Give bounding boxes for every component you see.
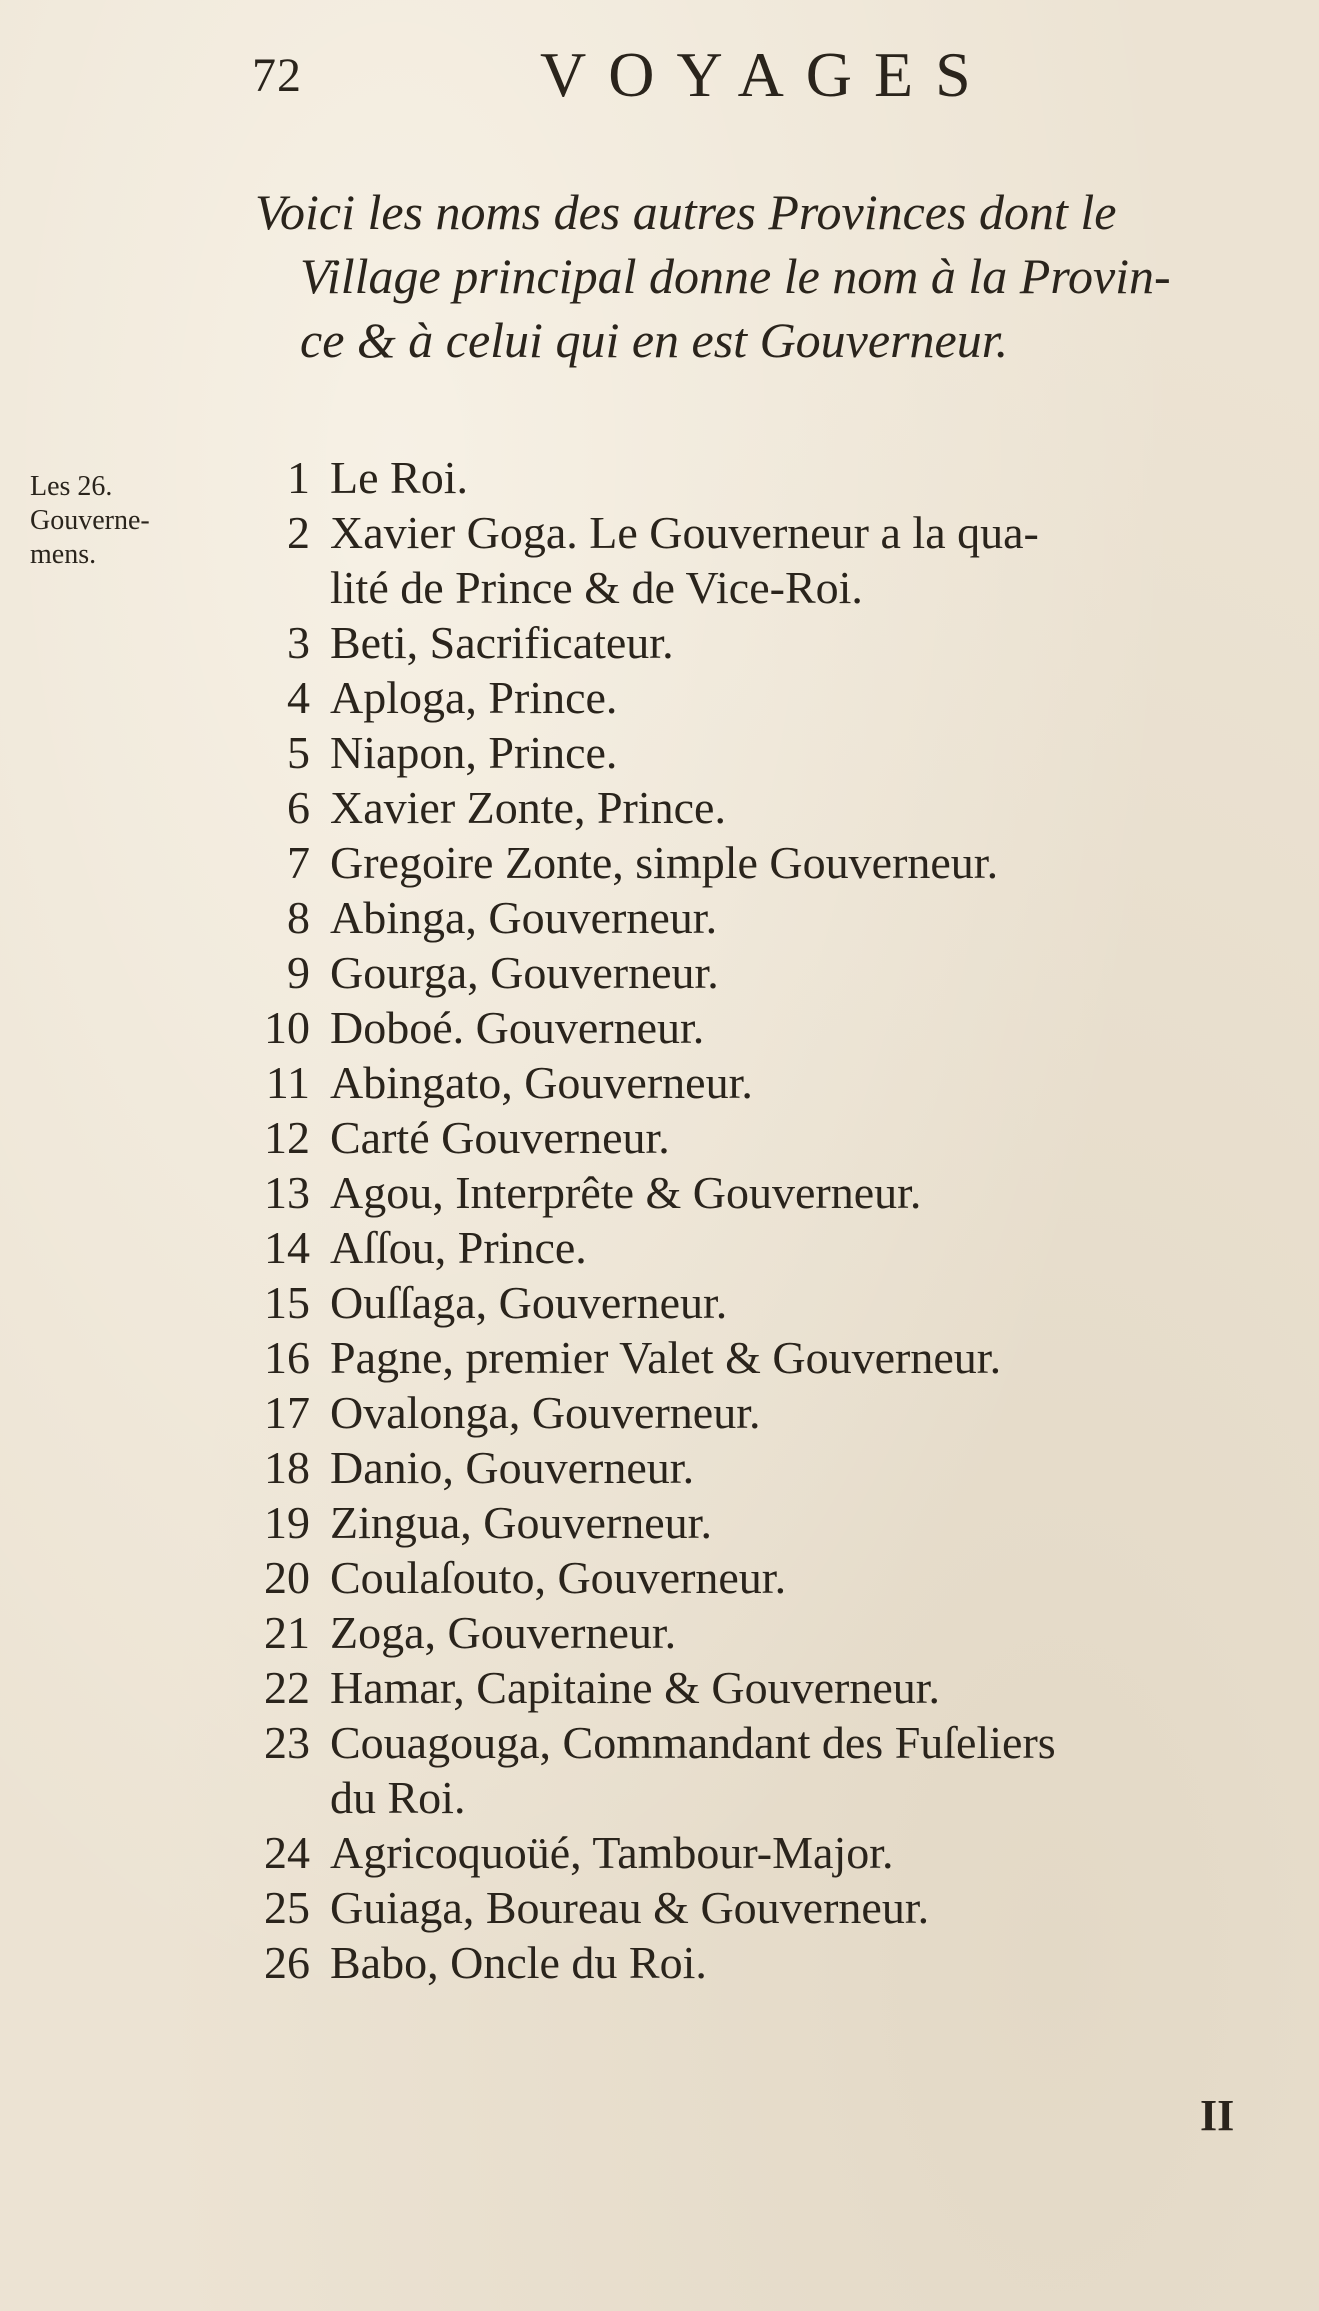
- entry-text: Doboé. Gouverneur.: [330, 1002, 705, 1053]
- entry-number: 13: [264, 1167, 310, 1218]
- entry-text: Xavier Goga. Le Gouverneur a la qua-: [330, 507, 1039, 558]
- list-item: [230, 1000, 1260, 1055]
- entry-text: Abingato, Gouverneur.: [330, 1057, 753, 1108]
- margin-note: [30, 470, 180, 572]
- entry-number: 22: [264, 1662, 310, 1713]
- entry-continuation: du Roi.: [330, 1772, 466, 1823]
- list-item: [230, 780, 1260, 835]
- entry-number: 23: [264, 1717, 310, 1768]
- entry-text: Zingua, Gouverneur.: [330, 1497, 712, 1548]
- page-number: 72: [252, 49, 302, 102]
- entry-text: Guiaga, Boureau & Gouverneur.: [330, 1882, 930, 1933]
- margin-note-line-2: Gouverne-: [30, 505, 150, 536]
- margin-note-line-1: Les 26.: [30, 471, 113, 502]
- entry-text: Aploga, Prince.: [330, 672, 618, 723]
- entry-number: 11: [265, 1057, 310, 1108]
- entry-number: 14: [264, 1222, 310, 1273]
- entry-number: 1: [287, 452, 310, 503]
- entry-number: 3: [287, 617, 310, 668]
- entry-number: 20: [264, 1552, 310, 1603]
- list-item: [230, 725, 1260, 780]
- list-item: [230, 1165, 1260, 1220]
- list-item: [230, 1715, 1260, 1825]
- list-item: [230, 1055, 1260, 1110]
- list-item: [230, 890, 1260, 945]
- entry-number: 10: [264, 1002, 310, 1053]
- entry-text: Agou, Interprête & Gouverneur.: [330, 1167, 922, 1218]
- signature-mark: II: [1200, 2091, 1235, 2140]
- entry-number: 21: [264, 1607, 310, 1658]
- entry-number: 9: [287, 947, 310, 998]
- intro-line-2: Village principal donne le nom à la Provin-: [300, 248, 1171, 304]
- entry-number: 18: [264, 1442, 310, 1493]
- entry-text: Aſſou, Prince.: [330, 1222, 587, 1273]
- entry-text: Xavier Zonte, Prince.: [330, 782, 726, 833]
- entry-text: Pagne, premier Valet & Gouverneur.: [330, 1332, 1002, 1383]
- entry-number: 19: [264, 1497, 310, 1548]
- entry-number: 12: [264, 1112, 310, 1163]
- entry-number: 8: [287, 892, 310, 943]
- list-item: [230, 1330, 1260, 1385]
- list-item: [230, 615, 1260, 670]
- entry-text: Ouſſaga, Gouverneur.: [330, 1277, 728, 1328]
- list-item: [230, 450, 1260, 505]
- entry-text: Coulaſouto, Gouverneur.: [330, 1552, 787, 1603]
- entry-text: Niapon, Prince.: [330, 727, 618, 778]
- entry-number: 4: [287, 672, 310, 723]
- list-item: [230, 670, 1260, 725]
- entry-number: 6: [287, 782, 310, 833]
- margin-note-line-3: mens.: [30, 539, 97, 570]
- entry-text: Beti, Sacrificateur.: [330, 617, 674, 668]
- list-item: [230, 1275, 1260, 1330]
- list-item: [230, 1660, 1260, 1715]
- intro-line-3: ce & à celui qui en est Gouverneur.: [300, 312, 1009, 368]
- entry-text: Agricoquoüé, Tambour-Major.: [330, 1827, 894, 1878]
- entry-text: Le Roi.: [330, 452, 468, 503]
- entry-number: 16: [264, 1332, 310, 1383]
- entry-text: Zoga, Gouverneur.: [330, 1607, 677, 1658]
- list-item: [230, 835, 1260, 890]
- list-item: [230, 1605, 1260, 1660]
- entry-text: Gourga, Gouverneur.: [330, 947, 719, 998]
- entry-text: Ovalonga, Gouverneur.: [330, 1387, 761, 1438]
- list-item: [230, 1880, 1260, 1935]
- list-item: [230, 1550, 1260, 1605]
- governments-list: [230, 450, 1260, 1990]
- running-title: VOYAGES: [540, 39, 993, 110]
- entry-number: 2: [287, 507, 310, 558]
- intro-paragraph: [255, 180, 1255, 372]
- intro-line-1: Voici les noms des autres Provinces dont le: [255, 184, 1117, 240]
- entry-text: Danio, Gouverneur.: [330, 1442, 695, 1493]
- entry-text: Babo, Oncle du Roi.: [330, 1937, 707, 1988]
- entry-text: Gregoire Zonte, simple Gouverneur.: [330, 837, 999, 888]
- entry-text: Couagouga, Commandant des Fuſeliers: [330, 1717, 1056, 1768]
- entry-continuation: lité de Prince & de Vice-Roi.: [330, 562, 863, 613]
- list-item: [230, 1110, 1260, 1165]
- entry-text: Abinga, Gouverneur.: [330, 892, 718, 943]
- running-head: [0, 40, 1319, 110]
- entry-number: 5: [287, 727, 310, 778]
- list-item: [230, 1220, 1260, 1275]
- entry-number: 15: [264, 1277, 310, 1328]
- list-item: [230, 945, 1260, 1000]
- entry-number: 17: [264, 1387, 310, 1438]
- list-item: [230, 1495, 1260, 1550]
- list-item: [230, 1385, 1260, 1440]
- list-item: [230, 1935, 1260, 1990]
- entry-number: 24: [264, 1827, 310, 1878]
- list-item: [230, 1825, 1260, 1880]
- entry-text: Hamar, Capitaine & Gouverneur.: [330, 1662, 941, 1713]
- entry-number: 26: [264, 1937, 310, 1988]
- list-item: [230, 505, 1260, 615]
- entry-number: 7: [287, 837, 310, 888]
- entry-number: 25: [264, 1882, 310, 1933]
- list-item: [230, 1440, 1260, 1495]
- entry-text: Carté Gouverneur.: [330, 1112, 670, 1163]
